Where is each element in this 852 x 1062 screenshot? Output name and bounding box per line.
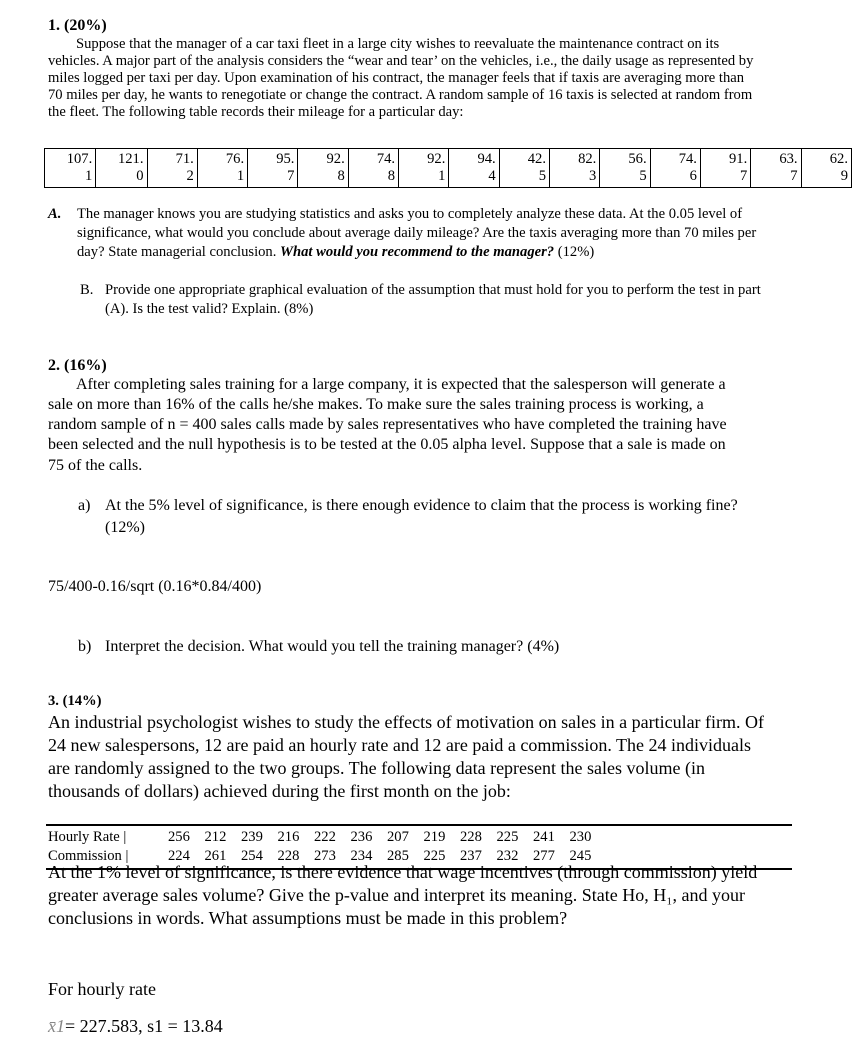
data-value: 285 [387, 848, 409, 864]
q2-text-line: 75 of the calls. [48, 457, 143, 474]
data-value: 224 [168, 848, 190, 864]
data-value: 254 [241, 848, 263, 864]
q1-part-b-line: (A). Is the test valid? Explain. (8%) [105, 301, 314, 317]
q2-part-b-label: b) [78, 638, 92, 655]
row-label: Hourly Rate | [48, 829, 127, 845]
mileage-cell: 91. 7 [700, 149, 750, 188]
q3-question-line: greater average sales volume? Give the p-value and interpret its meaning. State Ho, H₁, and your [48, 885, 746, 905]
mileage-cell: 71. 2 [147, 149, 197, 188]
mileage-cell: 95. 7 [248, 149, 298, 188]
data-value: 207 [387, 829, 409, 845]
stats-text: = 227.583, s1 = 13.84 [65, 1016, 223, 1036]
mileage-cell: 63. 7 [751, 149, 801, 188]
data-value: 232 [496, 848, 519, 864]
q2-text-line: been selected and the null hypothesis is to be tested at the 0.05 alpha level. Suppose that a sale is made on [48, 436, 726, 453]
data-value: 216 [277, 829, 300, 845]
data-value: 273 [314, 848, 336, 864]
mileage-cell: 92. 1 [399, 149, 449, 188]
q2-part-a-label: a) [78, 497, 91, 514]
hourly-rate-label: For hourly rate [48, 979, 156, 999]
q1-part-b-label: B. [80, 282, 94, 298]
q3-text-line: thousands of dollars) achieved during the first month on the job: [48, 781, 511, 801]
data-value: 222 [314, 829, 336, 845]
q1-text-line: the fleet. The following table records their mileage for a particular day: [48, 104, 464, 120]
q2-part-a-line: (12%) [105, 519, 145, 536]
mileage-table [44, 148, 852, 188]
data-value: 241 [533, 829, 555, 845]
q2-formula: 75/400-0.16/sqrt (0.16*0.84/400) [48, 578, 262, 595]
data-value: 228 [460, 829, 482, 845]
data-value: 228 [277, 848, 300, 864]
data-value: 236 [350, 829, 373, 845]
q3-question-line: At the 1% level of significance, is there evidence that wage incentives (through commission) yield [48, 862, 758, 882]
mileage-cell: 42. 5 [499, 149, 549, 188]
emphasis-text: What would you recommend to the manager? [280, 244, 555, 260]
mileage-cell: 76. 1 [197, 149, 247, 188]
hourly-rate-row [46, 828, 792, 847]
q3-text-line: are randomly assigned to the two groups. The following data represent the sales volume (in [48, 758, 705, 778]
q2-text-line: sale on more than 16% of the calls he/she makes. To make sure the sales training process is working, a [48, 396, 704, 413]
mileage-cell: 82. 3 [550, 149, 600, 188]
hourly-stats [48, 1016, 223, 1037]
xbar-symbol: x̄1 [48, 1016, 65, 1036]
data-value: 225 [496, 829, 519, 845]
mileage-cell: 56. 5 [600, 149, 650, 188]
q1-title: 1. (20%) [48, 17, 107, 34]
mileage-cell: 74. 8 [348, 149, 398, 188]
q1-part-b-line: Provide one appropriate graphical evaluation of the assumption that must hold for you to perform the test in part [105, 282, 761, 298]
mileage-cell: 74. 6 [650, 149, 700, 188]
data-value: 237 [460, 848, 482, 864]
text: (12%) [554, 244, 595, 260]
q2-part-b-text: Interpret the decision. What would you tell the training manager? (4%) [105, 638, 560, 655]
q1-text-line: miles logged per taxi per day. Upon examination of his contract, the manager feels that if taxis are averaging more than [48, 70, 745, 86]
data-value: 219 [423, 829, 446, 845]
data-value: 212 [204, 829, 227, 845]
text: day? State managerial conclusion. [77, 244, 281, 260]
q1-text-line: vehicles. A major part of the analysis considers the “wear and tear’ on the vehicles, i.e., the daily usage as represented by [48, 53, 754, 69]
q3-text-line: 24 new salespersons, 12 are paid an hourly rate and 12 are paid a commission. The 24 individuals [48, 735, 751, 755]
q3-question-line: conclusions in words. What assumptions must be made in this problem? [48, 908, 568, 928]
q1-part-a-line: significance, what would you conclude about average daily mileage? Are the taxis averaging more than 70 miles per [77, 225, 757, 241]
q2-text-line: After completing sales training for a large company, it is expected that the salesperson will generate a [76, 376, 726, 393]
mileage-cell: 107. 1 [45, 149, 96, 188]
q2-text-line: random sample of n = 400 sales calls made by sales representatives who have completed the training have [48, 416, 727, 433]
data-value: 234 [350, 848, 373, 864]
data-value: 239 [241, 829, 263, 845]
mileage-cell: 92. 8 [298, 149, 348, 188]
q1-text-line: Suppose that the manager of a car taxi fleet in a large city wishes to reevaluate the maintenance contract on its [76, 36, 720, 52]
data-value: 245 [569, 848, 592, 864]
q3-text-line: An industrial psychologist wishes to study the effects of motivation on sales in a particular firm. Of [48, 712, 765, 732]
mileage-cell: 94. 4 [449, 149, 499, 188]
q1-part-a-label: A. [48, 206, 62, 222]
q3-title: 3. (14%) [48, 693, 102, 709]
data-value: 256 [168, 829, 190, 845]
mileage-cell: 62. 9 [801, 149, 851, 188]
q1-part-a-line: The manager knows you are studying statistics and asks you to completely analyze these data. At the 0.05 level of [77, 206, 743, 222]
data-value: 277 [533, 848, 555, 864]
q2-part-a-line: At the 5% level of significance, is there enough evidence to claim that the process is working fine? [105, 497, 738, 514]
q1-part-a-line [77, 244, 594, 261]
q1-text-line: 70 miles per day, he wants to renegotiate or change the contract. A random sample of 16 taxis is selected at random from [48, 87, 753, 103]
data-value: 261 [204, 848, 227, 864]
mileage-cell: 121. 0 [96, 149, 147, 188]
q2-title: 2. (16%) [48, 357, 107, 374]
row-label: Commission | [48, 848, 129, 864]
data-value: 230 [569, 829, 592, 845]
data-value: 225 [423, 848, 446, 864]
